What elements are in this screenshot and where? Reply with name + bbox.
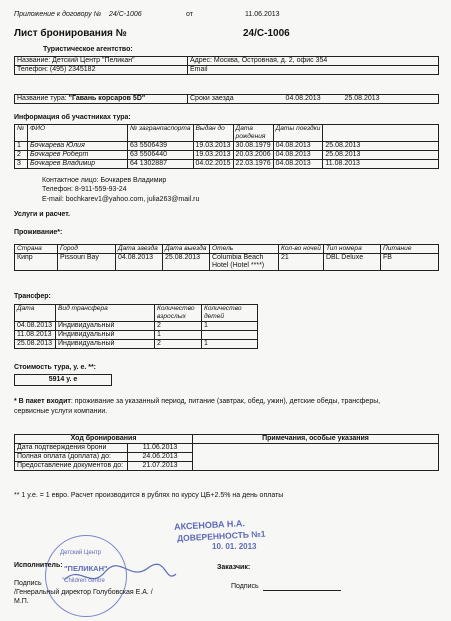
cell: 1 (202, 322, 258, 331)
services-heading: Услуги и расчет. (14, 211, 70, 218)
col-birth-date: Дата рождения (233, 125, 273, 142)
col-fio: ФИО (28, 125, 128, 142)
cell: 2 (15, 151, 28, 160)
contact-phone: Телефон: 8-911-559-93-24 (42, 186, 127, 193)
cell: 25.08.2013 (323, 151, 439, 160)
participants-table (14, 124, 439, 169)
booking-heading: Ход бронирования (15, 435, 193, 444)
cell: Индивидуальный (56, 331, 155, 340)
header-date: 11.06.2013 (245, 11, 280, 18)
cell: 11.06.2013 (128, 444, 193, 453)
cell: 25.08.2013 (163, 254, 210, 271)
notes-cell (193, 444, 439, 471)
cell: 3 (15, 160, 28, 169)
cell: Кипр (15, 254, 58, 271)
cell: Pissouri Bay (58, 254, 116, 271)
table-row (15, 331, 258, 340)
notes-heading: Примечания, особые указания (193, 435, 439, 444)
cell: 04.08.2013 (273, 160, 323, 169)
transfer-table (14, 304, 258, 349)
participants-header-row (15, 125, 439, 142)
table-row (15, 160, 439, 169)
header-prefix: Приложение к договору № (14, 11, 102, 18)
package-note-text2: сервисные услуги компании. (14, 408, 108, 415)
tour-table (14, 94, 439, 104)
table-row (15, 322, 258, 331)
cell: 21.07.2013 (128, 462, 193, 471)
cell: 04.02.2015 (193, 160, 233, 169)
tour-label: Название тура: (17, 95, 67, 102)
cell: 21 (279, 254, 324, 271)
package-note-text: : проживание за указанный период, питание (завтрак, обед, ужин), детские обеды, трансферы, (70, 398, 381, 405)
header-contract-no: 24/С-1006 (109, 11, 142, 18)
cell: Предоставление документов до: (15, 462, 128, 471)
cell: 20.03.2006 (233, 151, 273, 160)
col-checkin: Дата заезда (116, 245, 163, 254)
cell: 04.08.2013 (116, 254, 163, 271)
cell: 25.08.2013 (15, 340, 56, 349)
cell: 1 (15, 142, 28, 151)
customer-signature-line (263, 590, 341, 591)
col-trip-dates-end (323, 125, 439, 142)
cell: 1 (155, 331, 202, 340)
agency-name: Название: Детский Центр "Пеликан" (15, 57, 188, 66)
col-room-type: Тип номера (324, 245, 381, 254)
cost-value: 5914 у. е (14, 374, 112, 386)
director-line: /Генеральный директор Голубовская Е.А. / (14, 589, 153, 596)
col-date: Дата (15, 305, 56, 322)
cell: Бочкарев Владимир (28, 160, 128, 169)
tour-dates-label: Сроки заезда (190, 95, 234, 102)
agency-email: Email (188, 66, 439, 75)
col-number: № (15, 125, 28, 142)
cell: 04.08.2013 (273, 142, 323, 151)
cell: 64 1302887 (128, 160, 194, 169)
agency-address: Адрес: Москва, Островная, д. 2, офис 354 (188, 57, 439, 66)
cell: Полная оплата (доплата) до: (15, 453, 128, 462)
cell: 2 (155, 340, 202, 349)
booking-number: 24/С-1006 (243, 28, 290, 39)
cell: 1 (202, 340, 258, 349)
cell: 19.03.2013 (193, 142, 233, 151)
table-row (15, 151, 439, 160)
table-row (15, 142, 439, 151)
cell: Дата подтверждения брони (15, 444, 128, 453)
footnote: ** 1 у.е. = 1 евро. Расчет производится в рублях по курсу ЦБ+2.5% на день оплаты (14, 492, 284, 499)
col-children: Количество детей (202, 305, 258, 322)
cost-label: Стоимость тура, у. е. **: (14, 364, 97, 371)
cell: 04.08.2013 (273, 151, 323, 160)
seal-top-text: Детский Центр (60, 550, 102, 556)
package-note-lead: * В пакет входит (14, 398, 71, 405)
executor-sign-label: Подпись (14, 580, 42, 587)
stamp-date: 10. 01. 2013 (212, 542, 257, 551)
agency-phone: Телефон: (495) 2345182 (15, 66, 188, 75)
col-trip-dates: Даты поездки (273, 125, 323, 142)
cell: 19.03.2013 (193, 151, 233, 160)
accommodation-heading: Проживание*: (14, 229, 63, 236)
mp-label: М.П. (14, 598, 29, 605)
transfer-header-row (15, 305, 258, 322)
cell: 63 5506439 (128, 142, 194, 151)
seal-sub-text: "Children centre (62, 578, 105, 584)
agency-table (14, 56, 439, 75)
customer-label: Заказчик: (217, 564, 251, 571)
signature-scribble (60, 560, 180, 590)
cell: Бочкарева Юлия (28, 142, 128, 151)
col-meals: Питание (381, 245, 439, 254)
table-row (15, 254, 439, 271)
seal-center-text: "ПЕЛИКАН" (64, 564, 108, 573)
col-adults: Количество взрослых (155, 305, 202, 322)
cell: 25.08.2013 (323, 142, 439, 151)
stamp-power: ДОВЕРЕННОСТЬ №1 (176, 528, 266, 544)
col-valid-until: Выдан до (193, 125, 233, 142)
col-city: Город (58, 245, 116, 254)
agency-heading: Туристическое агентство: (43, 46, 133, 53)
tour-name: "Гавань корсаров 5D" (68, 95, 146, 102)
col-nights: Кол-во ночей (279, 245, 324, 254)
transfer-heading: Трансфер: (14, 293, 51, 300)
customer-sign-label: Подпись (231, 583, 259, 590)
cell: Индивидуальный (56, 322, 155, 331)
cell: 04.08.2013 (15, 322, 56, 331)
cell: DBL Deluxe (324, 254, 381, 271)
cell: 63 5506440 (128, 151, 194, 160)
accommodation-header-row (15, 245, 439, 254)
col-passport: № загранпаспорта (128, 125, 194, 142)
cell (202, 331, 258, 340)
stamp-name: АКСЕНОВА Н.А. (173, 518, 246, 532)
accommodation-table (14, 244, 439, 271)
cell: FB (381, 254, 439, 271)
cell: 24.06.2013 (128, 453, 193, 462)
cell: 11.08.2013 (15, 331, 56, 340)
tour-end: 25.08.2013 (344, 95, 380, 102)
executor-label: Исполнитель: (14, 562, 63, 569)
col-country: Страна (15, 245, 58, 254)
page-title: Лист бронирования № (14, 28, 127, 39)
cell: 11.08.2013 (323, 160, 439, 169)
contact-email: E-mail: bochkarev1@yahoo.com, julia263@mail.ru (42, 196, 200, 203)
cell: 30.08.1979 (233, 142, 273, 151)
participants-heading: Информация об участниках тура: (14, 114, 131, 121)
cell: Индивидуальный (56, 340, 155, 349)
cell: Columbia Beach Hotel (Hotel ****) (210, 254, 279, 271)
table-row (15, 444, 439, 453)
cell: Бочкарев Роберт (28, 151, 128, 160)
header-from: от (186, 11, 193, 18)
cell: 2 (155, 322, 202, 331)
tour-start: 04.08.2013 (285, 95, 321, 102)
col-hotel: Отель (210, 245, 279, 254)
table-row (15, 340, 258, 349)
cell: 22.03.1976 (233, 160, 273, 169)
col-transfer-type: Вид трансфера (56, 305, 155, 322)
contact-person: Контактное лицо: Бочкарев Владимир (42, 177, 167, 184)
booking-table (14, 434, 439, 471)
col-checkout: Дата выезда (163, 245, 210, 254)
